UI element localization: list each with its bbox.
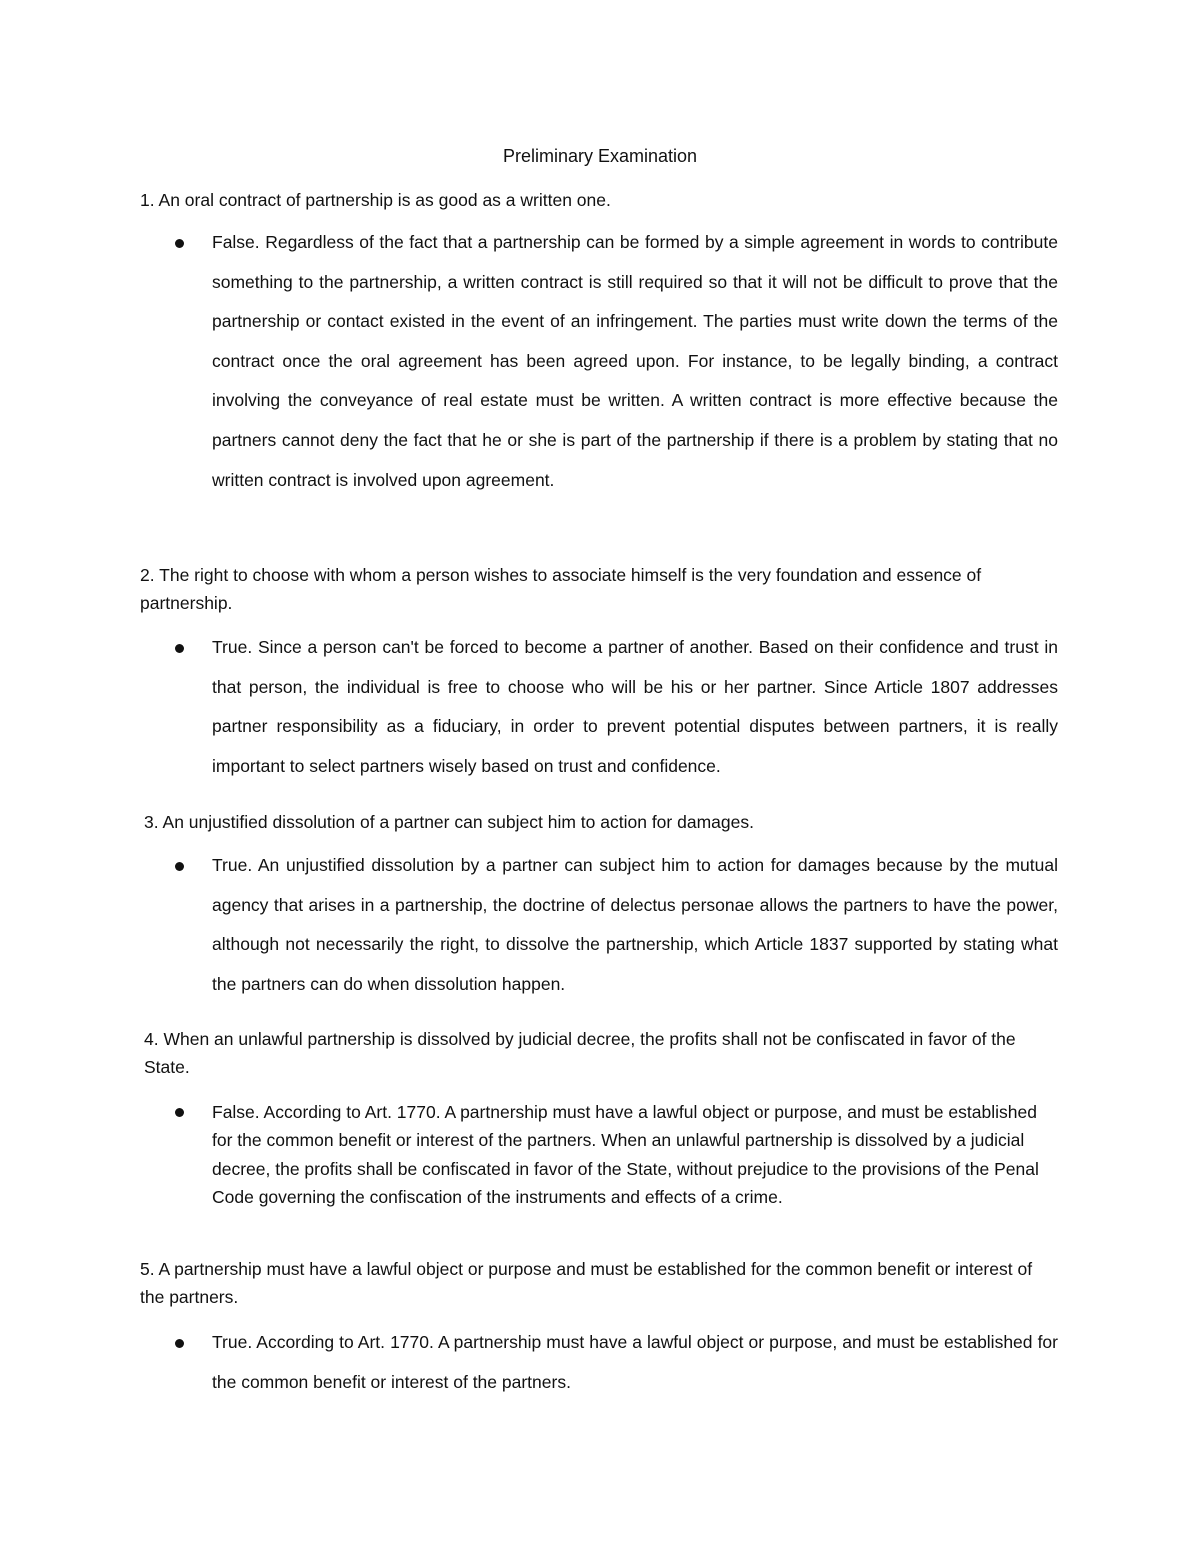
question-number: 3. [144,812,159,832]
question-number: 2. [140,565,155,585]
bullet-icon [175,1339,184,1348]
answer-2: True. Since a person can't be forced to become a partner of another. Based on their confidence and trust in that person, the individual is free to choose who will be his or her partner. Since Article 1807 addresses partner responsibility as a fiduciary, in order to prevent potential disputes between partners, it is really important to select partners wisely based on trust and confidence. [212,637,1058,776]
answer-5: True. According to Art. 1770. A partnership must have a lawful object or purpose, and must be established for the common benefit or interest of the partners. [212,1332,1058,1392]
answer-4: False. According to Art. 1770. A partnership must have a lawful object or purpose, and must be established for the common benefit or interest of the partners. When an unlawful partnership is dissolved by a judicial decree, the profits shall be confiscated in favor of the State, without prejudice to the provisions of the Penal Code governing the confiscation of the instruments and effects of a crime. [212,1102,1039,1208]
question-text: The right to choose with whom a person wishes to associate himself is the very foundation and essence of partnership. [140,565,982,613]
answer-1: False. Regardless of the fact that a partnership can be formed by a simple agreement in words to contribute something to the partnership, a written contract is still required so that it will not be difficult to prove that the partnership or contact existed in the event of an infringement. The parties must write down the terms of the contract once the oral agreement has been agreed upon. For instance, to be legally binding, a contract involving the conveyance of real estate must be written. A written contract is more effective because the partners cannot deny the fact that he or she is part of the partnership if there is a problem by stating that no written contract is involved upon agreement. [212,232,1058,490]
question-2 [140,561,1060,617]
question-3 [144,808,1064,836]
question-4 [144,1025,1064,1081]
question-text: When an unlawful partnership is dissolved by judicial decree, the profits shall not be confiscated in favor of the State. [144,1029,1016,1077]
question-number: 5. [140,1259,155,1279]
question-text: A partnership must have a lawful object or purpose and must be established for the common benefit or interest of the partners. [140,1259,1033,1307]
answer-3: True. An unjustified dissolution by a partner can subject him to action for damages because by the mutual agency that arises in a partnership, the doctrine of delectus personae allows the partners to have the power, although not necessarily the right, to dissolve the partnership, which Article 1837 supported by stating what the partners can do when dissolution happen. [212,855,1058,994]
question-text: An unjustified dissolution of a partner can subject him to action for damages. [162,812,754,832]
question-number: 4. [144,1029,159,1049]
bullet-icon [175,239,184,248]
question-number: 1. [140,190,155,210]
page-title: Preliminary Examination [502,146,698,166]
bullet-icon [175,1108,184,1117]
bullet-icon [175,862,184,871]
question-1 [140,186,1060,214]
bullet-icon [175,644,184,653]
question-text: An oral contract of partnership is as good as a written one. [158,190,611,210]
question-5 [140,1255,1060,1311]
